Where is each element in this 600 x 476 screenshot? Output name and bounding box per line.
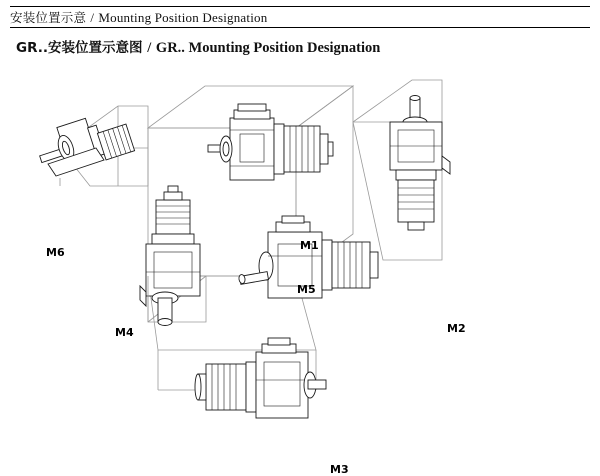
gear-unit-m4 — [140, 186, 200, 326]
header-title — [10, 8, 267, 26]
position-label-m6: M6 — [46, 246, 65, 259]
header-title-cn: 安装位置示意 — [10, 10, 87, 25]
mounting-position-diagram — [0, 60, 600, 457]
page-header — [10, 6, 590, 28]
position-label-m1: M1 — [300, 239, 319, 252]
gear-unit-m1 — [208, 104, 333, 180]
header-title-separator: / — [90, 10, 95, 25]
header-title-en: Mounting Position Designation — [98, 10, 268, 25]
gear-unit-m6 — [40, 118, 135, 176]
diagram-svg — [0, 60, 600, 457]
section-subtitle — [16, 36, 380, 57]
position-label-m5: M5 — [297, 283, 316, 296]
position-label-m2: M2 — [447, 322, 466, 335]
subtitle-en: GR.. Mounting Position Designation — [155, 40, 381, 56]
gear-unit-m2 — [390, 96, 450, 231]
leader-lines — [60, 178, 148, 322]
position-label-m4: M4 — [115, 326, 134, 339]
position-label-m3: M3 — [330, 463, 349, 476]
subtitle-separator: / — [147, 40, 152, 56]
subtitle-cn: GR..安装位置示意图 — [16, 40, 143, 56]
